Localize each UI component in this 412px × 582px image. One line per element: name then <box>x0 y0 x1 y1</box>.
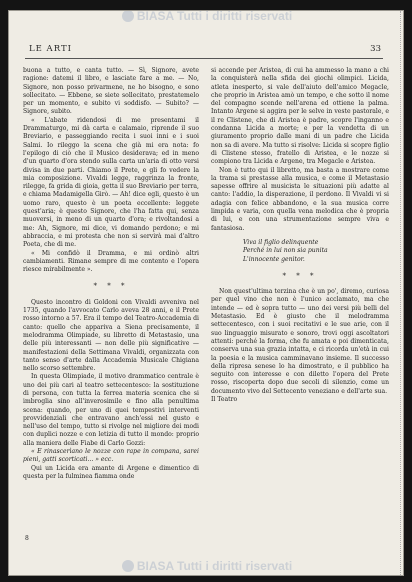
paragraph: si accende per Aristea, di cui ha ammesso la mano a chi la conquisterà nella sfida dei giochi olimpici. Licida, atleta inesperto, si vale dell'aiuto dell'amico Megacle, che proprio in Aristea amò un tempo, e che sotto il nome del compagno scende nell'arena ed ottiene la palma. Intanto Argene si aggira per le selve in veste pastorale, e il re Clistene, che di Aristea è padre, scopre l'inganno e condanna Licida a morte; e per la vendetta di un giuramento proprio dalle mani di un padre che Licida non sa di avere. Ma tutto si risolve: Licida si scopre figlio di Clistene stesso, fratello di Aristea, e le nozze si compiono tra Licida e Argene, tra Megacle e Aristea. <box>211 67 389 166</box>
paragraph: « Mi confidò il Dramma, e mi ordinò altri cambiamenti. Rimane sempre di me contento e l'opera riesce mirabilmente ». <box>23 249 199 274</box>
paragraph: In questa Olimpiade, il motivo drammatico centrale è uno dei più cari al teatro settecentesco: la sostituzione di persona, con tutta la ferrea materia scenica che si imbroglia sino all'inverosimile e fino alla penultima scena: quando, per uno di quei tempestivi interventi provvidenziali che entravano anch'essi nel gusto e nell'uso del tempo, tutto si rivolge nel migliore dei modi con duplici nozze e con letizia di tutto il mondo: proprio alla maniera delle Fiabe di Carlo Gozzi: <box>23 373 199 447</box>
paragraph: Il Teatro <box>211 395 238 403</box>
paragraph: Non quest'ultima terzina che è un po', diremo, curiosa per quel vino che non è l'unico acclamato, ma che intende — ed è sopra tutto — uno dei versi più belli del Metastasio. Ed è giusto che il melodramma settecentesco, con i suoi recitativi e le sue arie, con il suo linguaggio misurato e sonoro, trovi oggi ascoltatori attenti: perché la forma, che fu amata e poi dimenticata, conserva una sua grazia intatta, e ci ricorda un'età in cui la poesia e la musica camminavano insieme. Il successo della ripresa senese lo ha dimostrato, e il pubblico ha seguito con interesse e con diletto l'opera del Prete rosso, riscoperta dopo due secoli di silenzio, come un documento vivo del Settecento veneziano e dell'arte sua. <box>211 288 389 395</box>
paragraph: Questo incontro di Goldoni con Vivaldi avveniva nel 1735, quando l'avvocato Carlo aveva 28 anni, e il Prete rosso intorno a 57. Era il tempo del Teatro-Accademia di canto: quello che appariva a Siena precisamente, il melodramma Olimpiade, su libretto di Metastasio, una delle più interessanti — non delle più significative — manifestazioni della Settimana Vivaldi, organizzata con tanto senso d'arte dalla Accademia Musicale Chigiana nello scorso settembre. <box>23 298 199 373</box>
section-divider: * * * <box>93 282 129 291</box>
running-header <box>29 44 381 56</box>
watermark-top: BIASA Tutti i diritti riservati <box>9 10 404 23</box>
header-rule <box>25 58 383 59</box>
quotation: « E rinascerìano le nozze con rape in compana, sarei pieni, gatti scorticati... » ecc. <box>23 448 199 464</box>
paragraph: buona a tutto, e canta tutto. — Sì, Signore, avete ragione: datemi il libro, e lasciate fare a me. — No, Signore, non posso privarmene, ne ho bisogno, e sono sollecitato. — Ebbene, se siete sollecitato, prestatemelo per un momento, e subito vi soddisfo. — Subito? — Signore, subito. <box>23 67 199 116</box>
document-page <box>8 10 404 576</box>
paragraph: « L'abate ridendosi di me presentami il Drammaturgo, mi dà carta e calamaio, riprende il suo Breviario, e passeggiando recita i suoi inni e i suoi Salmi. Io rileggo la scena che già mi era nota: fo l'epilogo di ciò che il Musico desiderava; ed in meno d'un quarto d'ora stendo sulla carta un'aria di otto versi divisa in due parti. Chiamo il Prete, e gli fo vedere la mia composizione. Vivaldi legge, raggrinza la fronte, rilegge, fa grida di gioia, getta il suo Breviario per terra, e chiama Madamigella Girò. — Ah! dice egli, questo è un uomo raro, questo è un poeta eccellente: leggete quest'aria; è questo Signore, che l'ha fatta qui, senza muoversi, in meno di un quarto d'ora; e rivoltandosi a me: Ah, Signore, mi dice, vi domando perdono; e mi abbraccia, e mi protesta che non si servirà mai d'altro Poeta, che di me. <box>23 116 199 249</box>
biasa-logo-icon <box>122 10 134 22</box>
page-edge <box>400 11 401 575</box>
watermark-bottom: BIASA Tutti i diritti riservati <box>9 559 404 573</box>
page-number: 33 <box>370 44 381 54</box>
verse-quote: Viva il figlio delinquente Perché in lui non sia punita L'innocente genitor. <box>243 238 328 263</box>
folio-number: 8 <box>25 535 29 542</box>
paragraph: Non è tutto qui il libretto, ma basta a mostrare come la trama si prestasse alla musica, e come il Metastasio sapesse offrire al musicista le situazioni più adatte al canto: l'addio, la disperazione, il perdono. Il Vivaldi vi si adagia con felice abbandono, e la sua musica corre limpida e varia, con quella vena melodica che è propria di lui, e con una strumentazione sempre viva e fantasiosa. <box>211 166 389 232</box>
left-column <box>23 67 199 481</box>
right-column <box>211 67 389 404</box>
paragraph: Qui un Licida era amante di Argene e dimentico di questa per la fulminea fiamma onde <box>23 464 199 480</box>
section-title: LE ARTI <box>29 44 72 54</box>
section-divider: * * * <box>282 271 318 280</box>
biasa-logo-icon <box>122 560 134 572</box>
